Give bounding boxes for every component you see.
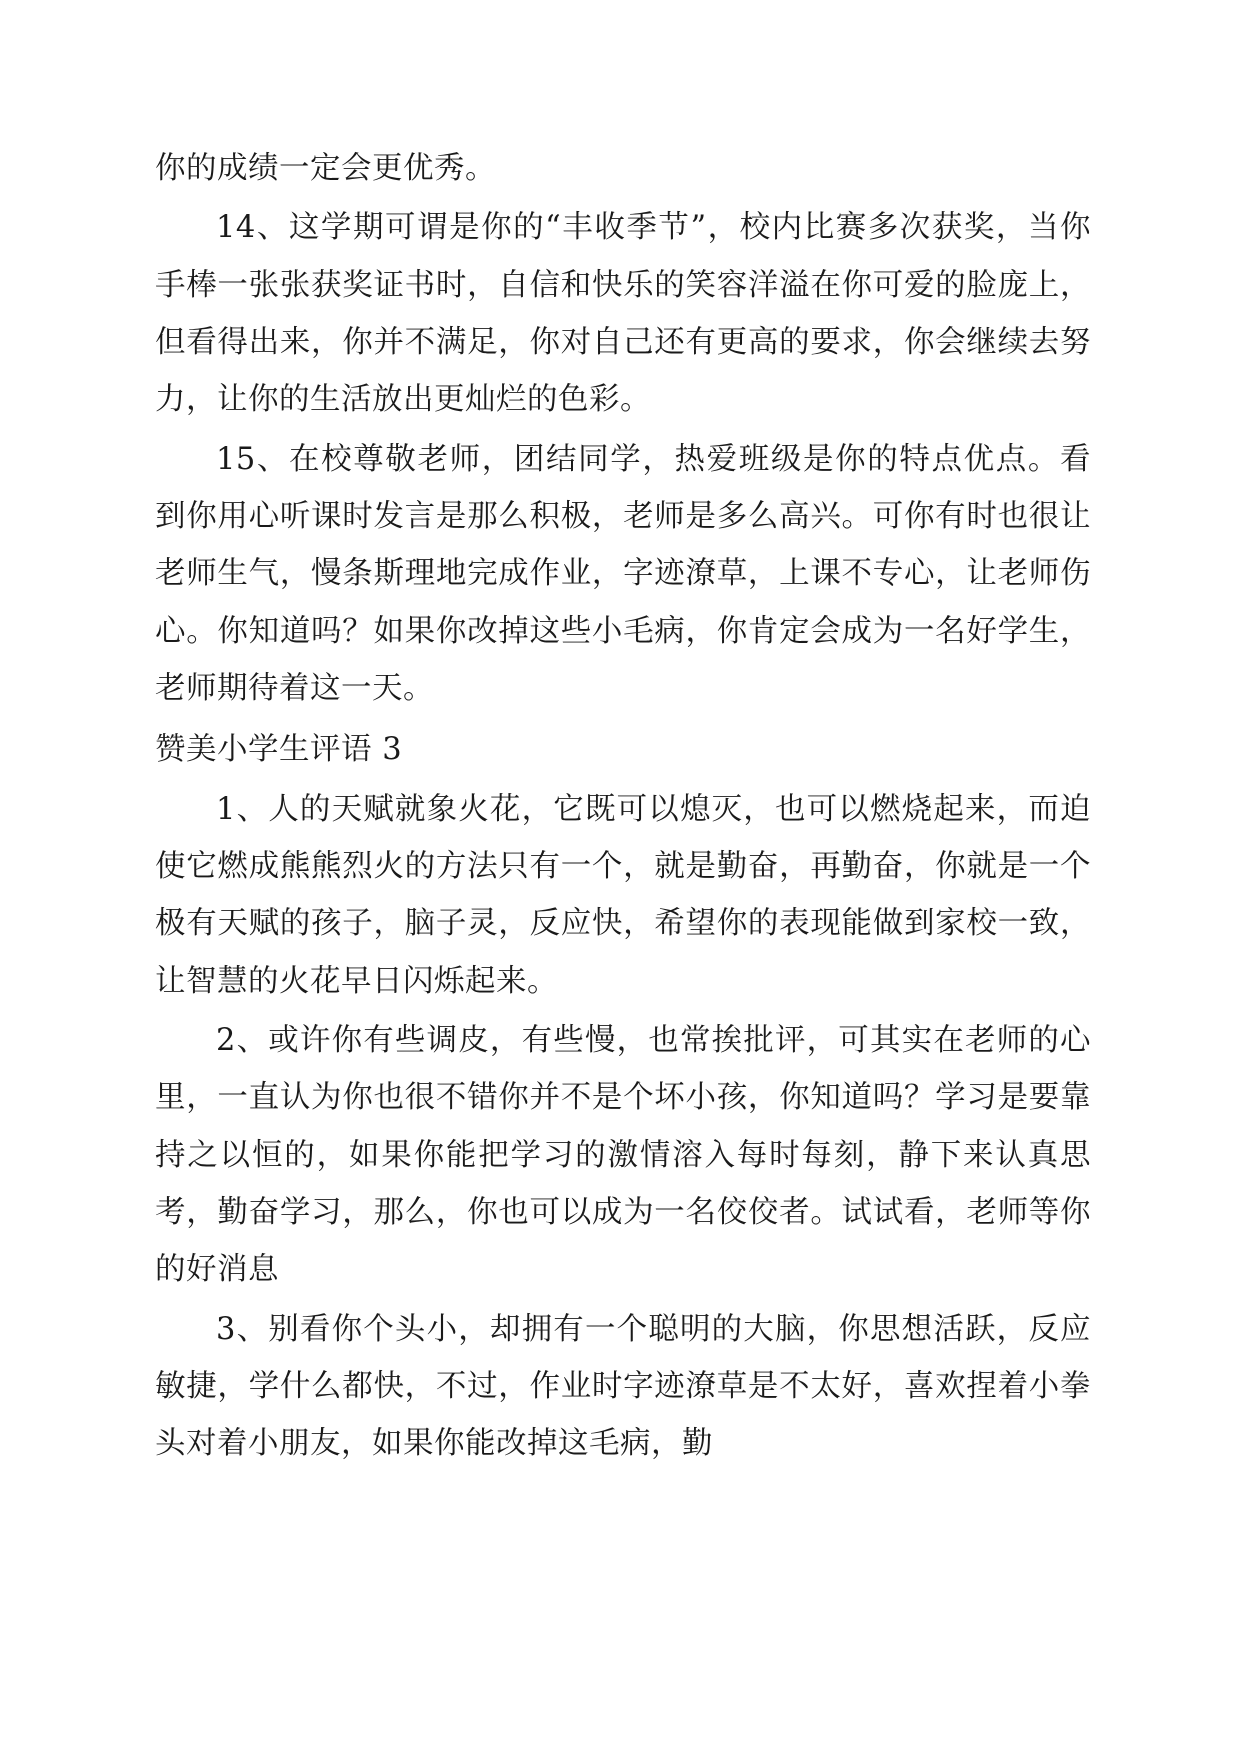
section-heading: 赞美小学生评语 3 — [155, 732, 403, 768]
paragraph-item-1: 1、人的天赋就象火花，它既可以熄灭，也可以燃烧起来，而迫使它燃成熊熊烈火的方法只有一个，就是勤奋，再勤奋，你就是一个极有天赋的孩子，脑子灵，反应快，希望你的表现能做到家校一致，让智慧的火花早日闪烁起来。 — [155, 791, 1091, 999]
paragraph-item-15: 15、在校尊敬老师，团结同学，热爱班级是你的特点优点。看到你用心听课时发言是那么积极，老师是多么高兴。可你有时也很让老师生气，慢条斯理地完成作业，字迹潦草，上课不专心，让老师伤心。你知道吗？如果你改掉这些小毛病，你肯定会成为一名好学生，老师期待着这一天。 — [155, 441, 1091, 706]
paragraph-item-14: 14、这学期可谓是你的“丰收季节”，校内比赛多次获奖，当你手棒一张张获奖证书时，自信和快乐的笑容洋溢在你可爱的脸庞上，但看得出来，你并不满足，你对自己还有更高的要求，你会继续去努力，让你的生活放出更灿烂的色彩。 — [155, 210, 1091, 418]
paragraph-item-2: 2、或许你有些调皮，有些慢，也常挨批评，可其实在老师的心里，一直认为你也很不错你并不是个坏小孩，你知道吗？学习是要靠持之以恒的，如果你能把学习的激情溶入每时每刻，静下来认真思考，勤奋学习，那么，你也可以成为一名佼佼者。试试看，老师等你的好消息 — [155, 1022, 1091, 1288]
paragraph-continuation: 你的成绩一定会更优秀。 — [155, 151, 496, 186]
paragraph-item-3: 3、别看你个头小，却拥有一个聪明的大脑，你思想活跃，反应敏捷，学什么都快，不过，作业时字迹潦草是不太好，喜欢捏着小拳头对着小朋友，如果你能改掉这毛病，勤 — [155, 1311, 1091, 1462]
document-body — [155, 140, 1091, 1473]
